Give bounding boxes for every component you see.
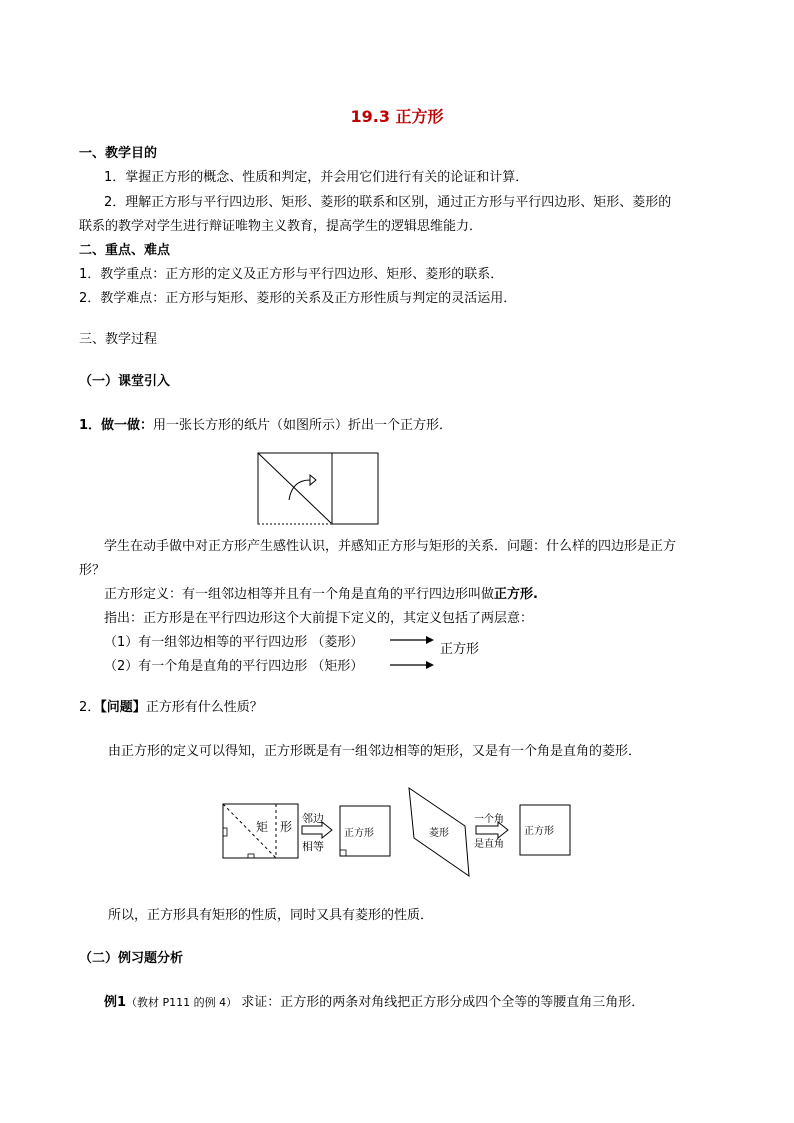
arrow2-bottom-label: 是直角 [474, 839, 504, 850]
square1-label: 正方形 [344, 828, 374, 839]
activity-1 [79, 418, 452, 434]
page-title: 19.3 正方形 [350, 107, 444, 126]
student-paragraph-line2: 形？ [79, 563, 106, 578]
property-conclusion: 所以，正方形具有矩形的性质，同时又具有菱形的性质． [108, 908, 434, 923]
definition-note: 指出：正方形是在平行四边形这个大前提下定义的，其定义包括了两层意： [104, 611, 534, 626]
rectangle-diagonal [223, 804, 276, 858]
property-derivation: 由正方形的定义可以得知，正方形既是有一组邻边相等的矩形，又是有一个角是直角的菱形． [108, 744, 642, 759]
section-heading-goals: 一、教学目的 [79, 146, 158, 161]
definition-suffix: . [533, 587, 538, 602]
question-2-text: 正方形有什么性质？ [145, 700, 263, 715]
key-point-2: 2．教学难点：正方形与矩形、菱形的关系及正方形性质与判定的灵活运用． [79, 291, 517, 306]
arrow1-bottom-label: 相等 [302, 840, 324, 853]
definition-prefix: 正方形定义：有一组邻边相等并且有一个角是直角的平行四边形叫做 [104, 587, 495, 602]
key-point-1: 1．教学重点：正方形的定义及正方形与平行四边形、矩形、菱形的联系． [79, 267, 504, 282]
rhombus-label: 菱形 [429, 828, 449, 839]
example-1-text: 求证：正方形的两条对角线把正方形分成四个全等的等腰直角三角形． [237, 995, 645, 1010]
activity-1-text: 用一张长方形的纸片（如图所示）折出一个正方形． [153, 418, 453, 433]
paper-fold-figure [256, 452, 380, 530]
goal-item-2-line1: 2．理解正方形与平行四边形、矩形、菱形的联系和区别，通过正方形与平行四边形、矩形、菱形的 [104, 195, 672, 210]
rectangle-label-2: 形 [280, 820, 293, 834]
condition-2: （2）有一个角是直角的平行四边形 （矩形） [104, 659, 364, 674]
example-1-label: 例1 [104, 995, 127, 1010]
question-2-bracket: 【问题】 [100, 700, 146, 715]
fold-arrow-icon [310, 475, 316, 485]
rectangle-rhombus-square-figure [218, 784, 576, 884]
definition-term: 正方形 [494, 587, 534, 602]
subsection-heading-examples: （二）例习题分析 [79, 951, 184, 966]
condition-1: （1）有一组邻边相等的平行四边形 （菱形） [104, 635, 364, 650]
rectangle-label-1: 矩 [256, 820, 269, 834]
goal-item-1: 1．掌握正方形的概念、性质和判定，并会用它们进行有关的论证和计算． [104, 170, 529, 185]
fold-diagonal [258, 453, 332, 524]
activity-1-label: 1．做一做： [79, 418, 154, 433]
section-heading-key-points: 二、重点、难点 [79, 243, 171, 258]
subsection-heading-intro: （一）课堂引入 [79, 374, 171, 389]
question-2 [79, 700, 263, 716]
arrow1-top-label: 邻边 [302, 812, 324, 825]
square2-label: 正方形 [524, 826, 554, 837]
condition-arrows [388, 632, 436, 680]
paper-rectangle [258, 453, 378, 524]
example-1 [104, 995, 644, 1011]
arrow2-top-label: 一个角 [474, 814, 504, 825]
example-1-source: （教材 P111 的例 4） [126, 996, 238, 1009]
section-heading-process: 三、教学过程 [79, 332, 158, 347]
square-definition [104, 587, 538, 603]
goal-item-2-line2: 联系的教学对学生进行辩证唯物主义教育，提高学生的逻辑思维能力． [79, 219, 483, 234]
fold-arrow-curve [289, 480, 310, 500]
question-2-number: 2． [79, 700, 101, 715]
condition-result: 正方形 [440, 642, 480, 657]
student-paragraph-line1: 学生在动手做中对正方形产生感性认识，并感知正方形与矩形的关系．问题：什么样的四边形是正方 [104, 539, 677, 554]
